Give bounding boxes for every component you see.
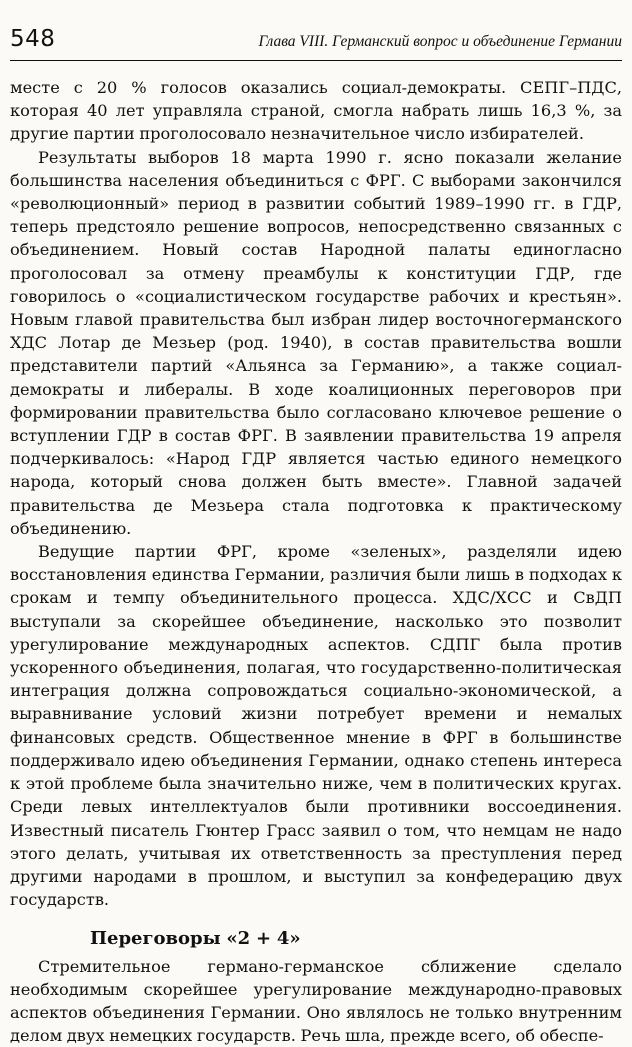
page-number: 548 bbox=[10, 26, 56, 52]
page-header bbox=[10, 26, 622, 52]
paragraph-1: месте с 20 % голосов оказались социал-демократы. СЕПГ–ПДС, которая 40 лет управляла страной, смогла набрать лишь 16,3 %, за другие партии проголосовало незначительное число избирателей. bbox=[10, 78, 622, 144]
paragraph-3: Ведущие партии ФРГ, кроме «зеленых», разделяли идею восстановления единства Германии, различия были лишь в подходах к срокам и темпу объединительного процесса. ХДС/ХСС и СвДП выступали за скорейшее объединение, насколько это позволит урегулирование международных аспектов. СДПГ была против ускоренного объединения, полагая, что государственно-политическая интеграция должна сопровождаться социально-экономической, а выравнивание условий жизни потребует времени и немалых финансовых средств. Общественное мнение в ФРГ в большинстве поддерживало идею объединения Германии, однако степень интереса к этой проблеме была значительно ниже, чем в политических кругах. Среди левых интеллектуалов были противники воссоединения. Известный писатель Гюнтер Грасс заявил о том, что немцам не надо этого делать, учитывая их ответственность за преступления перед другими народами в прошлом, и выступил за конфедерацию двух государств. bbox=[10, 542, 622, 910]
paragraph-2: Результаты выборов 18 марта 1990 г. ясно показали желание большинства населения объединиться с ФРГ. С выборами закончился «революционный» период в развитии событий 1989–1990 гг. в ГДР, теперь предстояло решение вопросов, непосредственно связанных с объединением. Новый состав Народной палаты единогласно проголосовал за отмену преамбулы к конституции ГДР, где говорилось о «социалистическом государстве рабочих и крестьян». Новым главой правительства был избран лидер восточногерманского ХДС Лотар де Мезьер (род. 1940), в состав правительства вошли представители партий «Альянса за Германию», а также социал-демократы и либералы. В ходе коалиционных переговоров при формировании правительства было согласовано ключевое решение о вступлении ГДР в состав ФРГ. В заявлении правительства 19 апреля подчеркивалось: «Народ ГДР является частью единого немецкого народа, который снова должен быть вместе». Главной задачей правительства де Мезьера стала подготовка к практическому объединению. bbox=[10, 147, 622, 538]
paragraph-4: Стремительное германо-германское сближение сделало необходимым скорейшее урегулирование международно-правовых аспектов объединения Германии. Оно являлось не только внутренним делом двух немецких государств. Речь шла, прежде всего, об обеспе- bbox=[10, 956, 622, 1046]
section-heading: Переговоры «2 + 4» bbox=[90, 928, 301, 950]
header-rule bbox=[10, 60, 622, 61]
running-title: Глава VIII. Германский вопрос и объединение Германии bbox=[258, 33, 622, 50]
body-text bbox=[10, 76, 622, 1047]
